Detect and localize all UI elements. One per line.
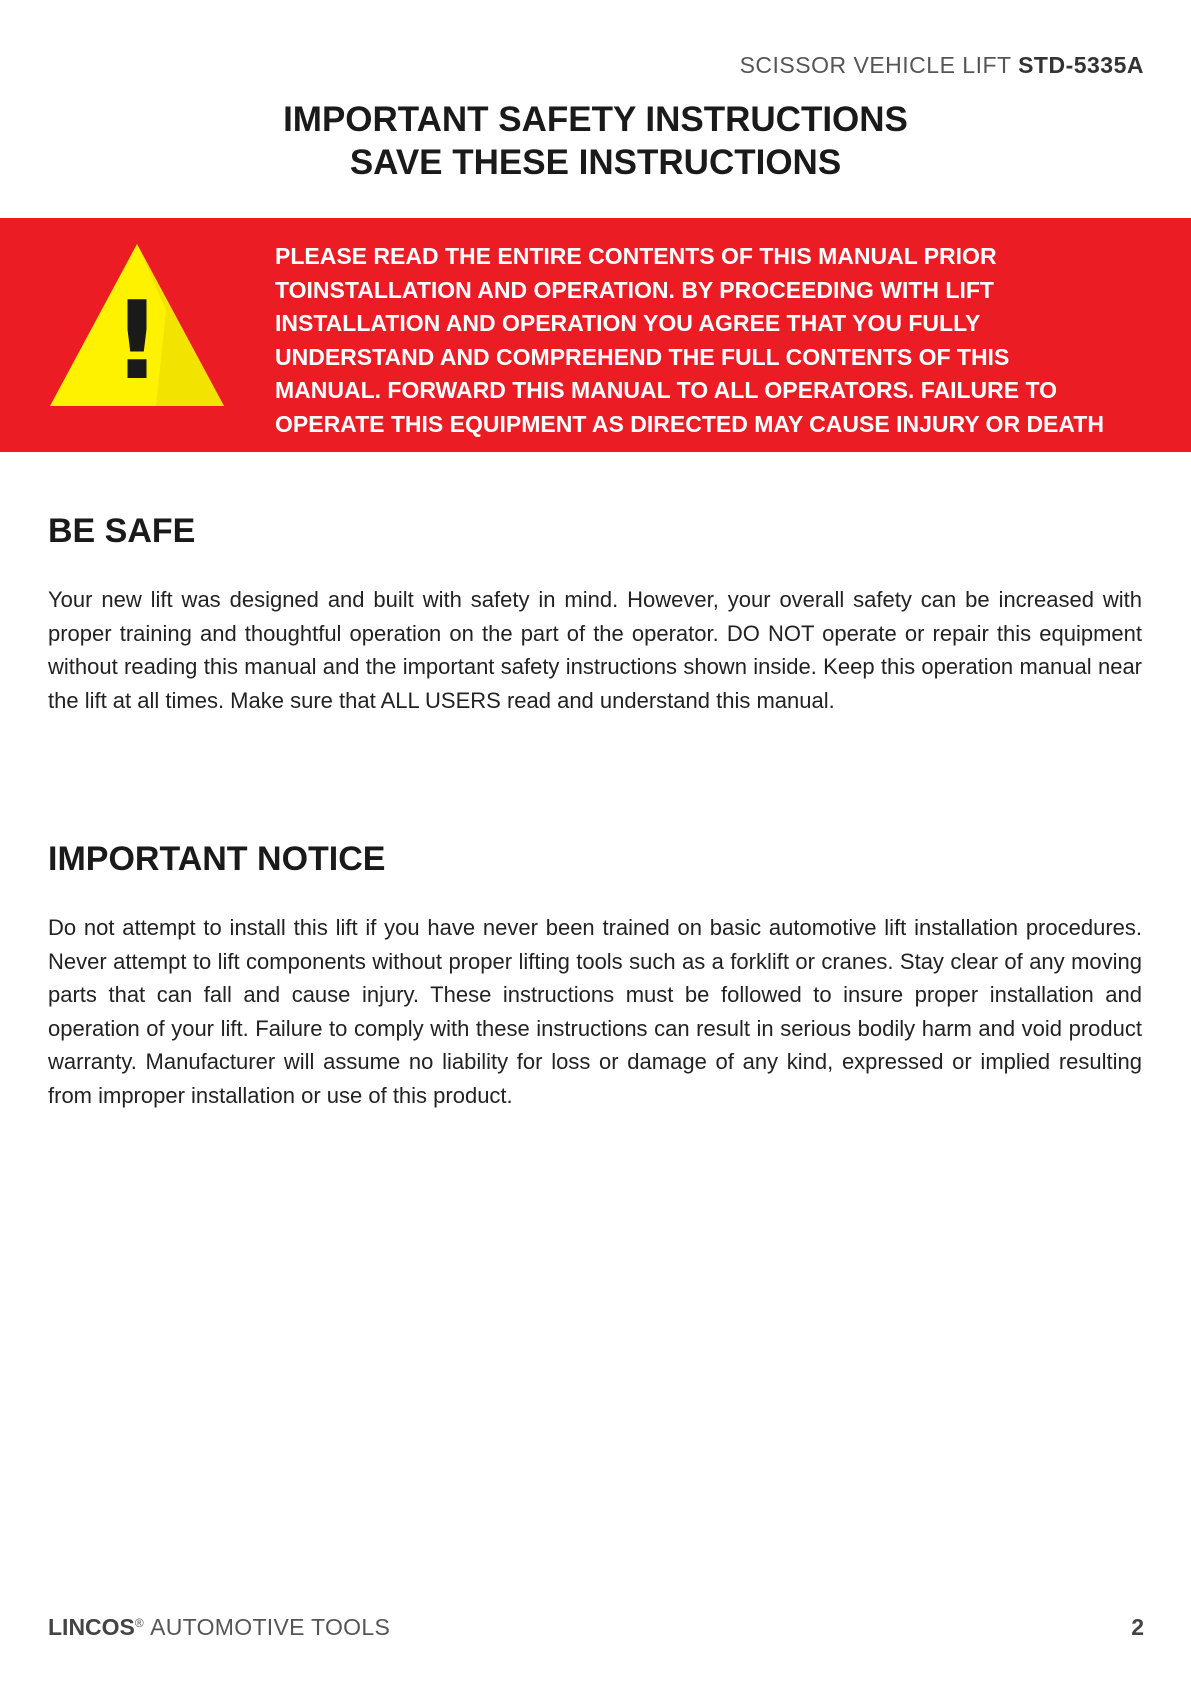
page-number: 2 bbox=[1131, 1614, 1144, 1640]
header-model-label bbox=[740, 52, 1144, 79]
footer-brand bbox=[48, 1614, 390, 1641]
warning-exclamation: ! bbox=[112, 279, 162, 404]
model-code: STD-5335A bbox=[1018, 52, 1144, 78]
warning-triangle-icon bbox=[46, 240, 228, 412]
warning-banner bbox=[0, 218, 1191, 452]
warning-text: PLEASE READ THE ENTIRE CONTENTS OF THIS MANUAL PRIOR TOINSTALLATION AND OPERATION. BY PROCEEDING WITH LIFT INSTALLATION AND OPERATION YOU AGREE THAT YOU FULLY UNDERSTAND AND COMPREHEND THE FULL CONTENTS OF THIS MANUAL. FORWARD THIS MANUAL TO ALL OPERATORS. FAILURE TO OPERATE THIS EQUIPMENT AS DIRECTED MAY CAUSE INJURY OR DEATH bbox=[275, 243, 1104, 437]
section-heading-be-safe: BE SAFE bbox=[48, 512, 196, 550]
section-heading-important-notice: IMPORTANT NOTICE bbox=[48, 840, 386, 878]
brand-tagline: AUTOMOTIVE TOOLS bbox=[150, 1614, 391, 1640]
section-body-important-notice: Do not attempt to install this lift if you have never been trained on basic automotive lift installation procedures. Never attempt to lift components without proper lifting tools such as a forklift or cranes. Stay clear of any moving parts that can fall and cause injury. These instructions must be followed to insure proper installation and operation of your lift. Failure to comply with these instructions can result in serious bodily harm and void product warranty. Manufacturer will assume no liability for loss or damage of any kind, expressed or implied resulting from improper installation or use of this product. bbox=[48, 915, 1142, 1108]
page-title-line2: SAVE THESE INSTRUCTIONS bbox=[349, 143, 842, 182]
registered-mark: ® bbox=[134, 1616, 144, 1630]
page-title bbox=[0, 98, 1191, 184]
brand-name: LINCOS bbox=[48, 1614, 135, 1640]
product-line: SCISSOR VEHICLE LIFT bbox=[739, 52, 1012, 78]
page-title-line1: IMPORTANT SAFETY INSTRUCTIONS bbox=[283, 100, 908, 139]
section-body-be-safe: Your new lift was designed and built with safety in mind. However, your overall safety can be increased with proper training and thoughtful operation on the part of the operator. DO NOT operate or repair this equipment without reading this manual and the important safety instructions shown inside. Keep this operation manual near the lift at all times. Make sure that ALL USERS read and understand this manual. bbox=[48, 587, 1142, 713]
